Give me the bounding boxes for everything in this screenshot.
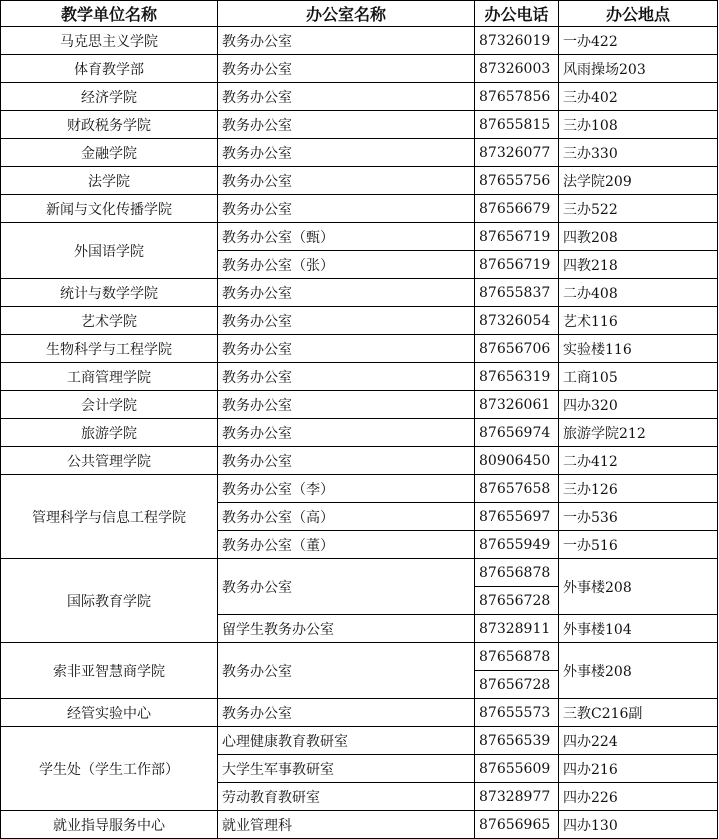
office-name-cell: 教务办公室 [218, 111, 475, 139]
location-cell: 艺术116 [559, 307, 718, 335]
office-name-cell: 教务办公室 [218, 643, 475, 699]
unit-name-cell: 艺术学院 [1, 307, 218, 335]
office-name-cell: 教务办公室 [218, 195, 475, 223]
phone-cell: 87656728 [475, 587, 559, 615]
unit-name-cell: 法学院 [1, 167, 218, 195]
phone-cell: 87656878 [475, 643, 559, 671]
unit-name-cell: 统计与数学学院 [1, 279, 218, 307]
table-row [1, 279, 718, 307]
location-cell: 旅游学院212 [559, 419, 718, 447]
office-name-cell: 教务办公室 [218, 419, 475, 447]
phone-cell: 87656719 [475, 223, 559, 251]
office-name-cell: 教务办公室 [218, 279, 475, 307]
table-row [1, 475, 718, 503]
location-cell: 法学院209 [559, 167, 718, 195]
phone-cell: 87657658 [475, 475, 559, 503]
office-name-cell: 教务办公室（董） [218, 531, 475, 559]
unit-name-cell: 就业指导服务中心 [1, 811, 218, 839]
header-phone: 办公电话 [475, 1, 559, 27]
phone-cell: 87657856 [475, 83, 559, 111]
table-row [1, 559, 718, 587]
location-cell: 一办422 [559, 27, 718, 55]
office-name-cell: 教务办公室 [218, 83, 475, 111]
table-row [1, 447, 718, 475]
location-cell: 四办130 [559, 811, 718, 839]
phone-cell: 87326077 [475, 139, 559, 167]
unit-name-cell: 外国语学院 [1, 223, 218, 279]
office-name-cell: 留学生教务办公室 [218, 615, 475, 643]
unit-name-cell: 工商管理学院 [1, 363, 218, 391]
header-location: 办公地点 [559, 1, 718, 27]
office-name-cell: 教务办公室（甄） [218, 223, 475, 251]
directory-body [1, 27, 718, 839]
office-name-cell: 教务办公室 [218, 559, 475, 615]
location-cell: 三办522 [559, 195, 718, 223]
table-row [1, 111, 718, 139]
location-cell: 外事楼208 [559, 643, 718, 699]
unit-name-cell: 体育教学部 [1, 55, 218, 83]
unit-name-cell: 国际教育学院 [1, 559, 218, 643]
unit-name-cell: 经济学院 [1, 83, 218, 111]
phone-cell: 87656319 [475, 363, 559, 391]
table-row [1, 167, 718, 195]
table-row [1, 699, 718, 727]
office-name-cell: 教务办公室（高） [218, 503, 475, 531]
location-cell: 一办536 [559, 503, 718, 531]
table-row [1, 139, 718, 167]
location-cell: 四办216 [559, 755, 718, 783]
header-office: 办公室名称 [218, 1, 475, 27]
office-name-cell: 就业管理科 [218, 811, 475, 839]
office-name-cell: 心理健康教育教研室 [218, 727, 475, 755]
phone-cell: 87655756 [475, 167, 559, 195]
office-name-cell: 教务办公室 [218, 27, 475, 55]
phone-cell: 87655815 [475, 111, 559, 139]
office-name-cell: 教务办公室（张） [218, 251, 475, 279]
location-cell: 一办516 [559, 531, 718, 559]
office-name-cell: 教务办公室 [218, 447, 475, 475]
office-name-cell: 教务办公室 [218, 699, 475, 727]
phone-cell: 87656679 [475, 195, 559, 223]
location-cell: 四办226 [559, 783, 718, 811]
table-row [1, 55, 718, 83]
phone-cell: 87326054 [475, 307, 559, 335]
table-row [1, 27, 718, 55]
unit-name-cell: 管理科学与信息工程学院 [1, 475, 218, 559]
unit-name-cell: 金融学院 [1, 139, 218, 167]
location-cell: 风雨操场203 [559, 55, 718, 83]
location-cell: 外事楼104 [559, 615, 718, 643]
location-cell: 四办224 [559, 727, 718, 755]
phone-cell: 87655573 [475, 699, 559, 727]
phone-cell: 80906450 [475, 447, 559, 475]
location-cell: 四办320 [559, 391, 718, 419]
location-cell: 三办108 [559, 111, 718, 139]
office-name-cell: 教务办公室 [218, 55, 475, 83]
table-row [1, 391, 718, 419]
table-row [1, 223, 718, 251]
phone-cell: 87656539 [475, 727, 559, 755]
location-cell: 三办330 [559, 139, 718, 167]
unit-name-cell: 马克思主义学院 [1, 27, 218, 55]
unit-name-cell: 经管实验中心 [1, 699, 218, 727]
phone-cell: 87655697 [475, 503, 559, 531]
office-name-cell: 大学生军事教研室 [218, 755, 475, 783]
unit-name-cell: 新闻与文化传播学院 [1, 195, 218, 223]
phone-cell: 87326019 [475, 27, 559, 55]
header-row [1, 1, 718, 27]
location-cell: 二办412 [559, 447, 718, 475]
phone-cell: 87656706 [475, 335, 559, 363]
phone-cell: 87655949 [475, 531, 559, 559]
office-name-cell: 教务办公室 [218, 391, 475, 419]
phone-cell: 87656878 [475, 559, 559, 587]
office-name-cell: 劳动教育教研室 [218, 783, 475, 811]
location-cell: 二办408 [559, 279, 718, 307]
unit-name-cell: 学生处（学生工作部） [1, 727, 218, 811]
location-cell: 四教218 [559, 251, 718, 279]
phone-cell: 87326061 [475, 391, 559, 419]
location-cell: 三办126 [559, 475, 718, 503]
table-row [1, 363, 718, 391]
location-cell: 外事楼208 [559, 559, 718, 615]
unit-name-cell: 生物科学与工程学院 [1, 335, 218, 363]
table-row [1, 727, 718, 755]
table-row [1, 83, 718, 111]
office-name-cell: 教务办公室 [218, 363, 475, 391]
location-cell: 工商105 [559, 363, 718, 391]
table-row [1, 307, 718, 335]
phone-cell: 87328911 [475, 615, 559, 643]
table-row [1, 195, 718, 223]
location-cell: 四教208 [559, 223, 718, 251]
unit-name-cell: 财政税务学院 [1, 111, 218, 139]
phone-cell: 87656974 [475, 419, 559, 447]
phone-cell: 87656728 [475, 671, 559, 699]
unit-name-cell: 公共管理学院 [1, 447, 218, 475]
office-name-cell: 教务办公室 [218, 307, 475, 335]
location-cell: 实验楼116 [559, 335, 718, 363]
office-name-cell: 教务办公室（李） [218, 475, 475, 503]
table-row [1, 335, 718, 363]
location-cell: 三教C216副 [559, 699, 718, 727]
phone-cell: 87655609 [475, 755, 559, 783]
office-name-cell: 教务办公室 [218, 167, 475, 195]
phone-cell: 87328977 [475, 783, 559, 811]
office-name-cell: 教务办公室 [218, 335, 475, 363]
unit-name-cell: 会计学院 [1, 391, 218, 419]
table-row [1, 811, 718, 839]
header-unit: 教学单位名称 [1, 1, 218, 27]
office-name-cell: 教务办公室 [218, 139, 475, 167]
table-row [1, 643, 718, 671]
unit-name-cell: 索非亚智慧商学院 [1, 643, 218, 699]
phone-cell: 87326003 [475, 55, 559, 83]
phone-cell: 87656965 [475, 811, 559, 839]
unit-name-cell: 旅游学院 [1, 419, 218, 447]
location-cell: 三办402 [559, 83, 718, 111]
phone-cell: 87656719 [475, 251, 559, 279]
table-row [1, 419, 718, 447]
phone-cell: 87655837 [475, 279, 559, 307]
